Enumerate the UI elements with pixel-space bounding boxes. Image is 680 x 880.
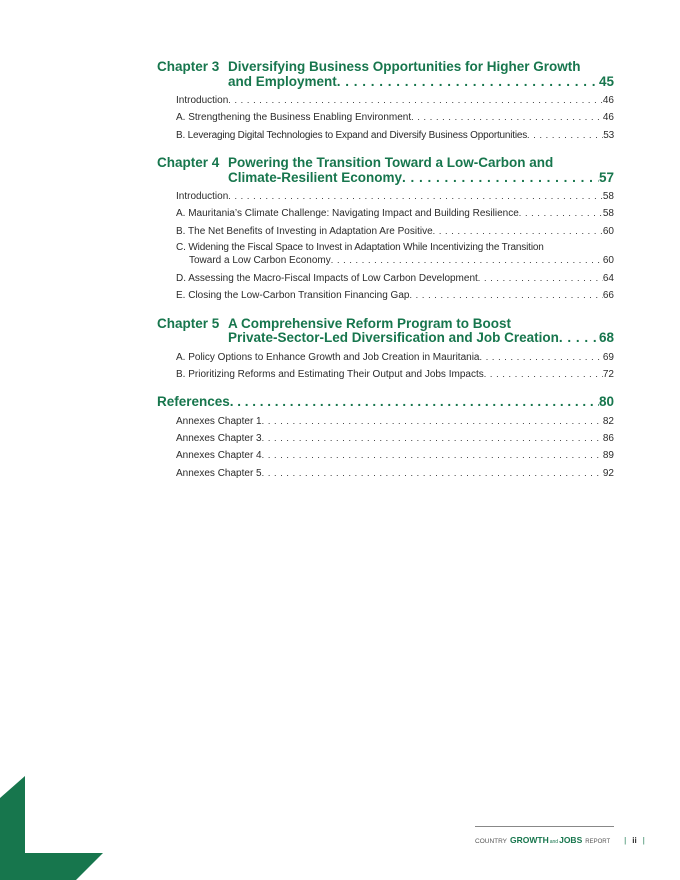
entry-page-number: 66 <box>602 290 614 302</box>
entry-title: B. The Net Benefits of Investing in Adaptation Are Positive <box>176 225 433 237</box>
entry-page-number: 69 <box>602 351 614 363</box>
toc-entry[interactable] <box>176 242 614 268</box>
dot-leader <box>228 94 603 107</box>
toc-entry[interactable] <box>176 225 614 239</box>
dot-leader <box>433 225 603 238</box>
entry-title: B. Prioritizing Reforms and Estimating Their Output and Jobs Impacts <box>176 368 484 380</box>
toc-chapter-4 <box>157 156 614 302</box>
toc-chapter-3 <box>157 60 614 142</box>
dot-leader <box>559 331 599 346</box>
corner-decoration-icon <box>0 776 103 880</box>
chapter-number: Chapter 3 <box>157 59 220 74</box>
chapter-heading[interactable] <box>157 60 614 89</box>
entry-page-number: 58 <box>602 208 614 220</box>
toc-entry[interactable] <box>176 415 614 429</box>
toc-entry[interactable] <box>176 432 614 446</box>
chapter-heading[interactable] <box>157 317 614 346</box>
entry-title: Annexes Chapter 3 <box>176 433 262 445</box>
page-footer <box>475 835 645 845</box>
toc-entry[interactable] <box>176 351 614 365</box>
toc-entry[interactable] <box>176 272 614 286</box>
footer-country: COUNTRY <box>475 838 508 845</box>
dot-leader <box>262 415 603 428</box>
footer-page-number: ii <box>632 836 637 845</box>
chapter-page-number: 68 <box>598 330 614 346</box>
entry-title: A. Mauritania’s Climate Challenge: Navigating Impact and Building Resilience <box>176 208 519 220</box>
entry-page-number: 60 <box>602 255 614 267</box>
entry-title: Annexes Chapter 5 <box>176 467 262 479</box>
entry-title: D. Assessing the Macro-Fiscal Impacts of Low Carbon Development <box>176 272 478 284</box>
references-heading[interactable] <box>157 395 614 410</box>
toc-entry[interactable] <box>176 129 614 143</box>
toc-entry[interactable] <box>176 449 614 463</box>
dot-leader <box>478 272 603 285</box>
chapter-title-cont: Private-Sector-Led Diversification and Job Creation <box>228 330 559 346</box>
entry-title: C. Widening the Fiscal Space to Invest in Adaptation While Incentivizing the Transition <box>176 241 544 253</box>
chapter-heading[interactable] <box>157 156 614 185</box>
chapter-number: Chapter 5 <box>157 315 220 331</box>
dot-leader <box>262 432 603 445</box>
entry-title: E. Closing the Low-Carbon Transition Financing Gap <box>176 290 410 302</box>
entry-title-cont: Toward a Low Carbon Economy <box>189 255 331 267</box>
entry-page-number: 60 <box>602 225 614 237</box>
entry-title: Annexes Chapter 4 <box>176 450 262 462</box>
references-title: References <box>157 394 230 410</box>
dot-leader <box>337 75 599 90</box>
entry-page-number: 46 <box>602 95 614 106</box>
entry-page-number: 92 <box>602 467 614 479</box>
entry-page-number: 86 <box>602 433 614 445</box>
table-of-contents <box>157 60 614 494</box>
chapter-title: A Comprehensive Reform Program to Boost <box>228 315 512 331</box>
dot-leader <box>262 449 603 462</box>
dot-leader <box>480 351 603 364</box>
toc-entry[interactable] <box>176 467 614 481</box>
toc-entry[interactable] <box>176 94 614 108</box>
dot-leader <box>402 171 599 186</box>
entry-title: Introduction <box>176 95 229 106</box>
footer-jobs: JOBS <box>559 835 583 845</box>
dot-leader <box>262 467 603 480</box>
dot-leader <box>230 395 599 410</box>
dot-leader <box>519 207 603 220</box>
footer-divider <box>475 826 614 827</box>
entry-page-number: 64 <box>602 272 614 284</box>
toc-entry[interactable] <box>176 368 614 382</box>
entry-title: Annexes Chapter 1 <box>176 415 262 427</box>
entry-title: A. Strengthening the Business Enabling Environment <box>176 112 412 124</box>
dot-leader <box>527 129 603 142</box>
dot-leader <box>331 254 603 267</box>
entry-page-number: 46 <box>602 112 614 124</box>
chapter-title: Powering the Transition Toward a Low-Carbon and <box>228 155 554 171</box>
entry-page-number: 58 <box>602 191 614 203</box>
entry-title: A. Policy Options to Enhance Growth and Job Creation in Mauritania <box>176 351 480 363</box>
footer-growth: GROWTH <box>510 835 549 845</box>
entry-page-number: 82 <box>602 415 614 427</box>
entry-page-number: 72 <box>602 368 614 380</box>
footer-separator: | <box>642 836 645 845</box>
toc-references <box>157 395 614 480</box>
chapter-page-number: 57 <box>598 169 614 185</box>
references-page-number: 80 <box>598 394 614 410</box>
dot-leader <box>409 289 602 302</box>
toc-entry[interactable] <box>176 111 614 125</box>
chapter-number: Chapter 4 <box>157 155 220 171</box>
entry-page-number: 89 <box>602 450 614 462</box>
toc-chapter-5 <box>157 317 614 382</box>
toc-entry[interactable] <box>176 207 614 221</box>
entry-title: B. Leveraging Digital Technologies to Expand and Diversify Business Opportunities <box>176 129 528 141</box>
entry-page-number: 53 <box>603 129 614 141</box>
chapter-page-number: 45 <box>598 73 614 89</box>
chapter-title: Diversifying Business Opportunities for Higher Growth <box>228 59 581 74</box>
toc-entry[interactable] <box>176 190 614 204</box>
dot-leader <box>228 190 603 203</box>
footer-and: and <box>549 839 559 845</box>
toc-entry[interactable] <box>176 289 614 303</box>
chapter-title-cont: and Employment <box>228 73 337 89</box>
entry-title: Introduction <box>176 191 229 203</box>
dot-leader <box>484 368 603 381</box>
footer-separator: | <box>624 836 627 845</box>
dot-leader <box>411 111 603 124</box>
footer-report: REPORT <box>585 839 611 845</box>
chapter-title-cont: Climate-Resilient Economy <box>228 169 403 185</box>
